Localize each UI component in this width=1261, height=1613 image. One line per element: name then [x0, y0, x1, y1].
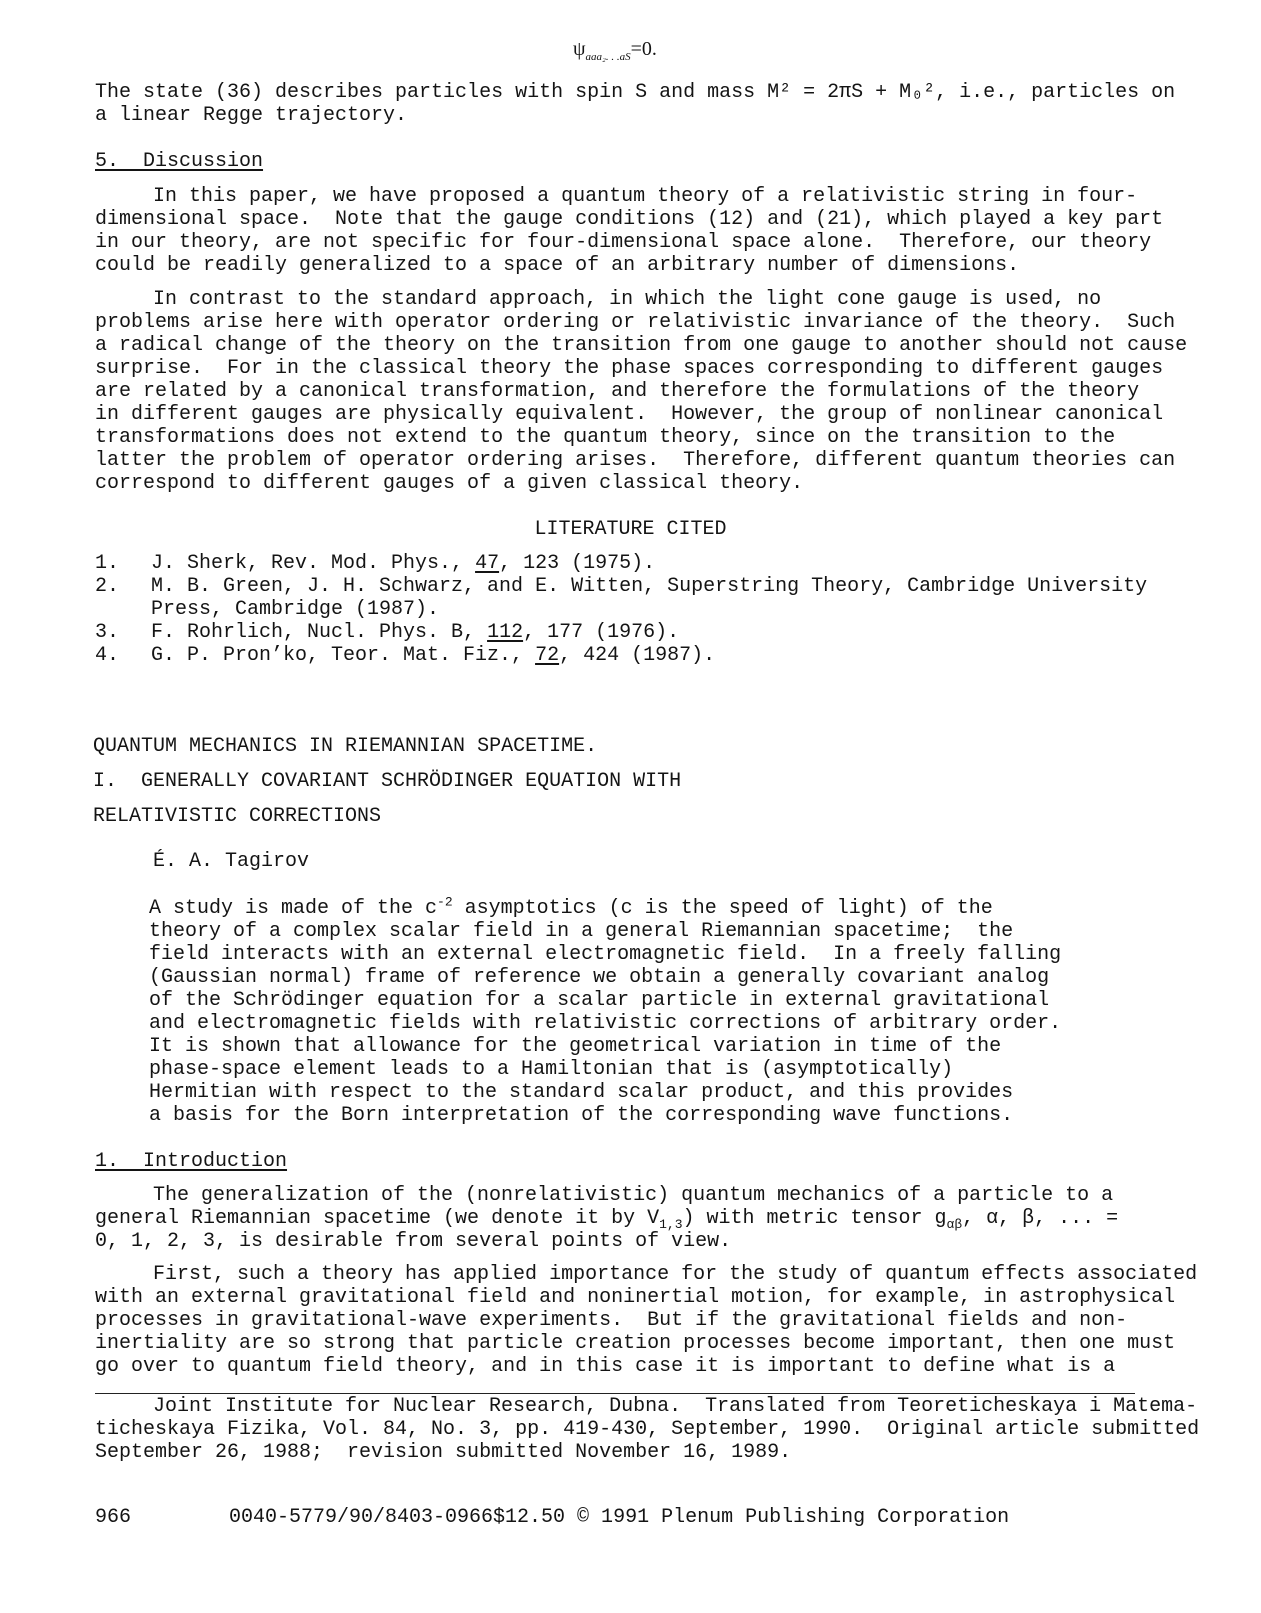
reference-item: G. P. Pron’ko, Teor. Mat. Fiz., 72, 424 (1987). — [151, 644, 716, 667]
abstract-line: field interacts with an external electromagnetic field. In a freely falling — [149, 943, 1062, 966]
body-line: a radical change of the theory on the transition from one gauge to another should not cause — [95, 334, 1188, 357]
reference-volume: 112 — [487, 621, 524, 644]
article-title-line: QUANTUM MECHANICS IN RIEMANNIAN SPACETIME. — [93, 735, 598, 758]
abstract-line: phase-space element leads to a Hamiltonian that is (asymptotically) — [149, 1058, 954, 1081]
abstract-line: Hermitian with respect to the standard scalar product, and this provides — [149, 1081, 1014, 1104]
reference-item: F. Rohrlich, Nucl. Phys. B, 112, 177 (1976). — [151, 621, 680, 644]
abstract-line: a basis for the Born interpretation of the corresponding wave functions. — [149, 1104, 1014, 1127]
body-line: The generalization of the (nonrelativistic) quantum mechanics of a particle to a — [153, 1184, 1114, 1207]
equation-psi: ψ — [573, 38, 586, 60]
section-heading-discussion: 5. Discussion — [95, 150, 264, 173]
section-heading-introduction: 1. Introduction — [95, 1150, 288, 1173]
body-line: processes in gravitational-wave experiments. But if the gravitational fields and non- — [95, 1309, 1128, 1332]
body-line: surprise. For in the classical theory the phase spaces corresponding to different gauges — [95, 357, 1164, 380]
body-line: in different gauges are physically equivalent. However, the group of nonlinear canonical — [95, 403, 1164, 426]
body-line: 0, 1, 2, 3, is desirable from several points of view. — [95, 1230, 732, 1253]
body-line: go over to quantum field theory, and in this case it is important to define what is a — [95, 1355, 1116, 1378]
abstract-line: theory of a complex scalar field in a general Riemannian spacetime; the — [149, 920, 1014, 943]
reference-number: 3. — [95, 621, 120, 644]
publication-code: 0040-5779/90/8403-0966$12.50 © 1991 Plenum Publishing Corporation — [229, 1506, 1010, 1529]
body-line: transformations does not extend to the quantum theory, since on the transition to the — [95, 426, 1116, 449]
equation-subscript-s: S — [625, 51, 631, 63]
body-line: First, such a theory has applied importance for the study of quantum effects associated — [153, 1263, 1198, 1286]
reference-item: M. B. Green, J. H. Schwarz, and E. Witten, Superstring Theory, Cambridge University — [151, 575, 1148, 598]
article-title-line: I. GENERALLY COVARIANT SCHRÖDINGER EQUATION WITH — [93, 770, 682, 793]
body-line: inertiality are so strong that particle creation processes become important, then one must — [95, 1332, 1176, 1355]
author: É. A. Tagirov — [153, 850, 310, 873]
page-number: 966 — [95, 1506, 132, 1529]
equation — [573, 38, 657, 61]
body-line: general Riemannian spacetime (we denote it by $V_{1,3}$) with metric tensor $g_{\alpha\beta}$, α, β, ... = — [95, 1207, 1119, 1232]
body-line: In this paper, we have proposed a quantum theory of a relativistic string in four- — [153, 185, 1138, 208]
footnote-line: September 26, 1988; revision submitted November 16, 1989. — [95, 1441, 792, 1464]
body-line: dimensional space. Note that the gauge conditions (12) and (21), which played a key part — [95, 208, 1164, 231]
body-line: latter the problem of operator ordering arises. Therefore, different quantum theories can — [95, 449, 1176, 472]
body-line: could be readily generalized to a space of an arbitrary number of dimensions. — [95, 254, 1020, 277]
abstract-line: It is shown that allowance for the geometrical variation in time of the — [149, 1035, 1002, 1058]
body-line: In contrast to the standard approach, in which the light cone gauge is used, no — [153, 288, 1102, 311]
equation-subscript: aaa₂. . .a — [585, 51, 626, 63]
body-line: a linear Regge trajectory. — [95, 104, 408, 127]
body-line: in our theory, are not specific for four-dimensional space alone. Therefore, our theory — [95, 231, 1152, 254]
body-line: problems arise here with operator ordering or relativistic invariance of the theory. Such — [95, 311, 1176, 334]
footnote-line: ticheskaya Fizika, Vol. 84, No. 3, pp. 419-430, September, 1990. Original article submitted — [95, 1418, 1200, 1441]
article-title-line: RELATIVISTIC CORRECTIONS — [93, 805, 382, 828]
body-line: are related by a canonical transformation, and therefore the formulations of the theory — [95, 380, 1140, 403]
body-line: The state (36) describes particles with spin S and mass M² = 2πS + M₀², i.e., particles on — [95, 81, 1176, 104]
reference-number: 1. — [95, 552, 120, 575]
equation-rhs: =0. — [630, 38, 657, 60]
footnote-rule — [95, 1393, 1135, 1394]
reference-item: J. Sherk, Rev. Mod. Phys., 47, 123 (1975). — [151, 552, 656, 575]
reference-number: 4. — [95, 644, 120, 667]
body-line: with an external gravitational field and noninertial motion, for example, in astrophysical — [95, 1286, 1176, 1309]
reference-volume: 72 — [535, 644, 560, 667]
reference-volume: 47 — [475, 552, 500, 575]
body-line: correspond to different gauges of a given classical theory. — [95, 472, 804, 495]
abstract-line: A study is made of the $c^{-2}$ asymptotics (c is the speed of light) of the — [149, 894, 993, 920]
abstract-line: and electromagnetic fields with relativistic corrections of arbitrary order. — [149, 1012, 1062, 1035]
reference-item-continued: Press, Cambridge (1987). — [151, 598, 440, 621]
abstract-line: of the Schrödinger equation for a scalar particle in external gravitational — [149, 989, 1050, 1012]
abstract-line: (Gaussian normal) frame of reference we obtain a generally covariant analog — [149, 966, 1050, 989]
abstract-superscript: -2 — [437, 894, 453, 910]
reference-number: 2. — [95, 575, 120, 598]
literature-heading: LITERATURE CITED — [534, 518, 727, 541]
footnote-line: Joint Institute for Nuclear Research, Dubna. Translated from Teoreticheskaya i Matema- — [153, 1395, 1198, 1418]
